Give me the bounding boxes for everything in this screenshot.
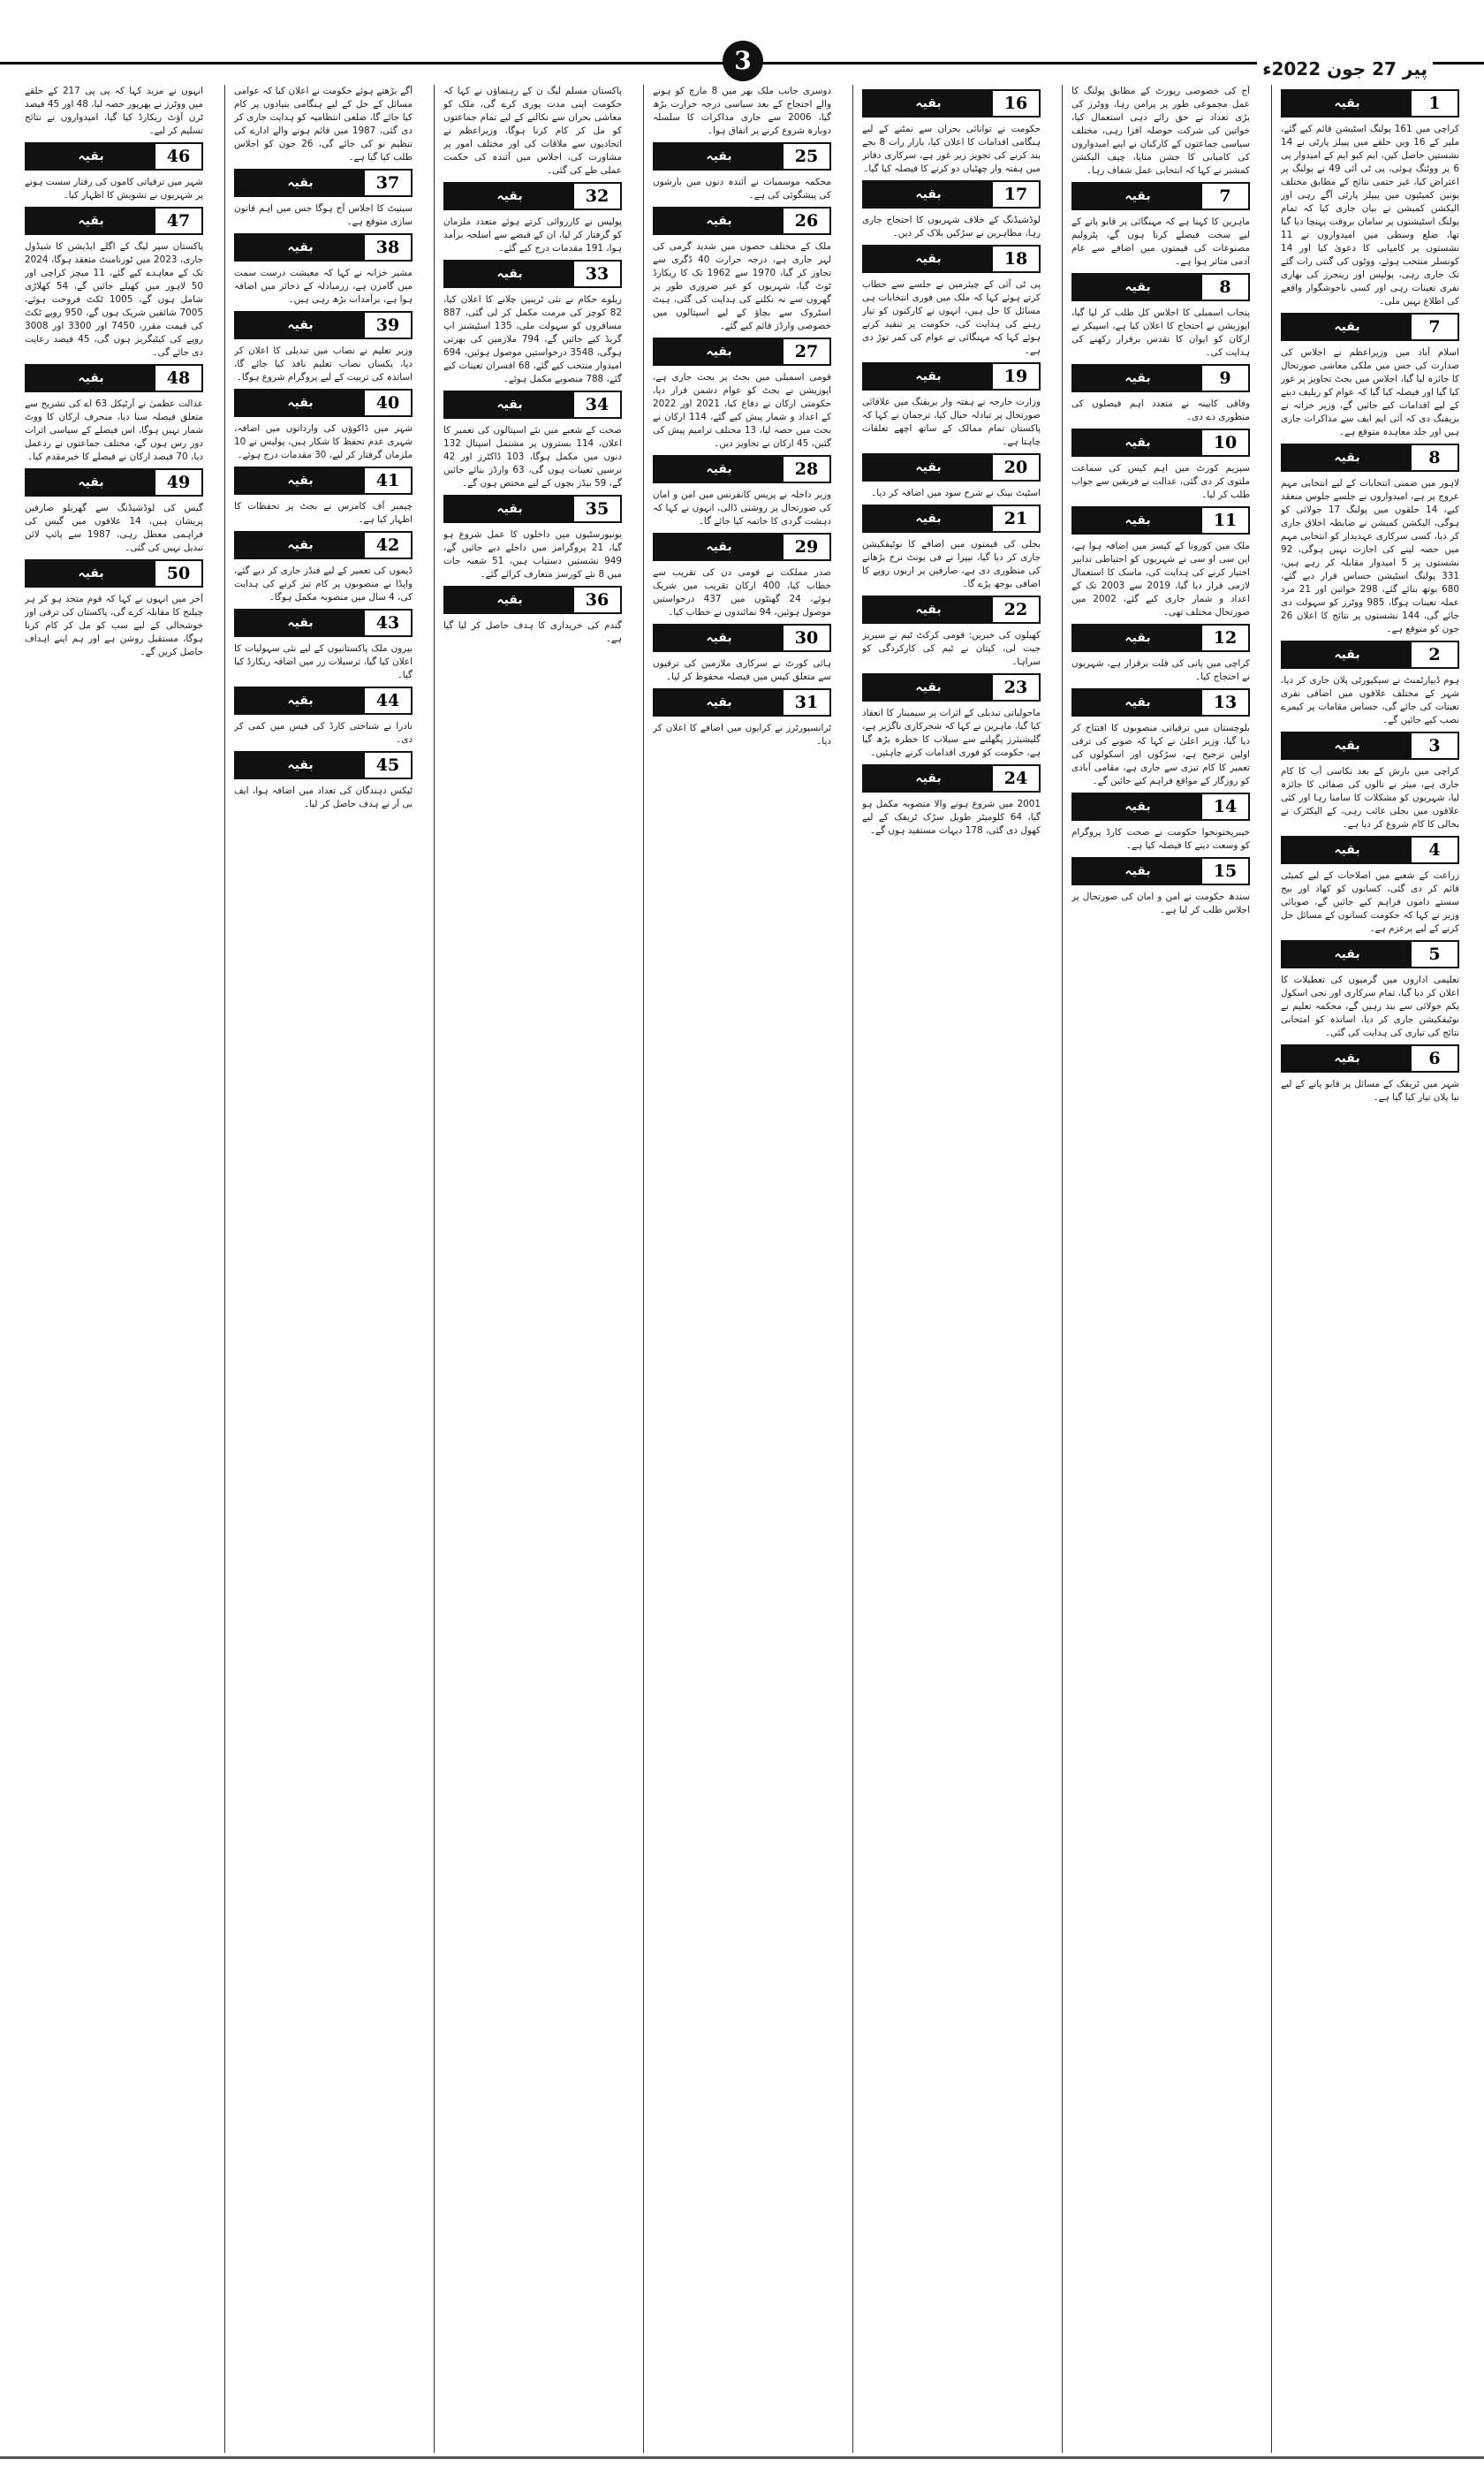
continuation-label: بقیہ (1283, 1046, 1412, 1071)
news-body: ہائی کورٹ نے سرکاری ملازمین کی ترقیوں سے متعلق کیس میں فیصلہ محفوظ کر لیا۔ (653, 658, 831, 682)
news-item (1281, 940, 1459, 1040)
news-item (1281, 89, 1459, 308)
continuation-label: بقیہ (1073, 859, 1202, 884)
news-item (234, 531, 413, 604)
news-body: صحت کے شعبے میں نئے اسپتالوں کی تعمیر کا اعلان، 114 بستروں پر مشتمل اسپتال 132 دنوں میں مکمل ہوگا، 103 ڈاکٹرز اور 42 نرسیں تعینات ہوں گی، 63 وارڈز بنائے جائیں گے، 59 بیڈز بچوں کے لیے مختص ہوں گے۔ (443, 425, 622, 489)
news-item (234, 467, 413, 527)
news-body: قومی اسمبلی میں بجٹ پر بحث جاری ہے، اپوزیشن نے بجٹ کو عوام دشمن قرار دیا، حکومتی ارکان نے دفاع کیا، 2021 اور 2022 کے اعداد و شمار پیش کیے گئے، 114 ارکان نے بحث میں حصہ لیا، 13 مختلف ترامیم پیش کی گئیں، 45 ارکان نے تجاویز دیں۔ (653, 372, 831, 449)
continuation-label: بقیہ (655, 457, 784, 482)
news-body: پی ٹی آئی کے چیئرمین نے جلسے سے خطاب کرتے ہوئے کہا کہ ملک میں فوری انتخابات ہی مسائل کا حل ہیں، انہوں نے کارکنوں کو تیار رہنے کی ہدایت کی، حکومت پر تنقید کرتے ہوئے کہا کہ مہنگائی نے عوام کی کمر توڑ دی ہے۔ (862, 279, 1041, 356)
news-body: کراچی میں بارش کے بعد نکاسی آب کا کام جاری ہے، میئر نے نالوں کی صفائی کا جائزہ لیا، شہریوں کو مشکلات کا سامنا رہا اور کئی علاقوں میں بجلی غائب رہی، کے الیکٹرک نے بحالی کا کام شروع کر دیا ہے۔ (1281, 766, 1459, 830)
column-divider (224, 85, 225, 2453)
continuation-label: بقیہ (1073, 626, 1202, 650)
continuation-label: بقیہ (26, 366, 155, 391)
continuation-label: بقیہ (236, 391, 365, 415)
continuation-label: بقیہ (26, 209, 155, 233)
continuation-number: 12 (1202, 626, 1248, 650)
continuation-label: بقیہ (655, 690, 784, 715)
continuation-number: 31 (784, 690, 829, 715)
news-body: بجلی کی قیمتوں میں اضافے کا نوٹیفکیشن جاری کر دیا گیا، نیپرا نے فی یونٹ نرخ بڑھانے کی منظوری دی ہے، صارفین پر اربوں روپے کا اضافی بوجھ پڑے گا۔ (862, 539, 1041, 589)
continuation-header (862, 673, 1041, 702)
continuation-label: بقیہ (236, 753, 365, 778)
news-body: ماحولیاتی تبدیلی کے اثرات پر سیمینار کا انعقاد کیا گیا، ماہرین نے کہا کہ شجرکاری ناگزیر ہے، گلیشیئرز پگھلنے سے سیلاب کا خطرہ بڑھ گیا ہے، حکومت کو فوری اقدامات کرنے چاہئیں۔ (862, 708, 1041, 758)
continuation-label: بقیہ (1073, 430, 1202, 455)
news-body: حکومت نے توانائی بحران سے نمٹنے کے لیے ہنگامی اقدامات کا اعلان کیا، بازار رات 8 بجے بند کرنے کی تجویز زیر غور ہے، سرکاری دفاتر میں ہفتہ وار چھٹیاں دو کرنے کا فیصلہ کیا گیا۔ (862, 124, 1041, 174)
continuation-label: بقیہ (655, 339, 784, 364)
continuation-label: بقیہ (864, 675, 993, 700)
continuation-label: بقیہ (1073, 690, 1202, 715)
news-body: وفاقی کابینہ نے متعدد اہم فیصلوں کی منظوری دے دی۔ (1071, 398, 1250, 422)
continuation-number: 26 (784, 209, 829, 233)
continuation-number: 40 (365, 391, 411, 415)
news-item (653, 624, 831, 684)
continuation-number: 45 (365, 753, 411, 778)
news-item (1071, 182, 1250, 269)
news-body: آخر میں انہوں نے کہا کہ قوم متحد ہو کر ہر چیلنج کا مقابلہ کرے گی، پاکستان کی ترقی اور خوشحالی کے لیے سب کو مل کر کام کرنا ہوگا، مستقبل روشن ہے اور ہم اپنے اہداف حاصل کریں گے۔ (25, 594, 203, 657)
continuation-number: 27 (784, 339, 829, 364)
continuation-number: 23 (993, 675, 1039, 700)
continuation-header (234, 233, 413, 262)
continuation-header (1281, 836, 1459, 864)
continuation-header (1281, 940, 1459, 968)
news-item (25, 559, 203, 659)
news-body: ہوم ڈیپارٹمنٹ نے سیکیورٹی پلان جاری کر دیا، شہر کے مختلف علاقوں میں اضافی نفری تعینات کی جائے گی، حساس مقامات پر کیمرے نصب کیے جائیں گے۔ (1281, 675, 1459, 725)
news-item (1281, 732, 1459, 831)
continuation-label: بقیہ (1283, 91, 1412, 116)
news-body: وزیر تعلیم نے نصاب میں تبدیلی کا اعلان کر دیا، یکساں نصاب تعلیم نافذ کیا جائے گا، اساتذہ کی تربیت کے لیے پروگرام شروع ہوگا۔ (234, 345, 413, 383)
continuation-number: 24 (993, 766, 1039, 791)
continuation-number: 16 (993, 91, 1039, 116)
news-body: تعلیمی اداروں میں گرمیوں کی تعطیلات کا اعلان کر دیا گیا، تمام سرکاری اور نجی اسکول یکم جولائی سے بند رہیں گے، محکمہ تعلیم نے نوٹیفکیشن جاری کر دیا، اساتذہ کو امتحانی نتائج کی تیاری کی ہدایت کی گئی۔ (1281, 975, 1459, 1038)
continuation-number: 4 (1412, 838, 1458, 862)
news-item (25, 468, 203, 555)
continuation-header (653, 688, 831, 717)
continuation-number: 43 (365, 611, 411, 635)
continuation-label: بقیہ (445, 262, 574, 286)
news-item (1281, 641, 1459, 727)
continuation-header (25, 468, 203, 497)
news-body: ٹیکس دہندگان کی تعداد میں اضافہ ہوا، ایف بی آر نے ہدف حاصل کر لیا۔ (234, 785, 413, 809)
continuation-number: 3 (1412, 733, 1458, 758)
continuation-header (234, 467, 413, 495)
continuation-label: بقیہ (1073, 184, 1202, 209)
continuation-header (1281, 732, 1459, 760)
continuation-number: 32 (574, 184, 620, 209)
news-item (862, 245, 1041, 358)
news-item (443, 85, 622, 178)
news-body: نادرا نے شناختی کارڈ کی فیس میں کمی کر دی۔ (234, 721, 413, 745)
continuation-label: بقیہ (1073, 508, 1202, 533)
continuation-header (234, 389, 413, 417)
continuation-header (862, 596, 1041, 624)
continuation-number: 19 (993, 364, 1039, 389)
continuation-label: بقیہ (1283, 315, 1412, 339)
continuation-header (862, 180, 1041, 209)
news-body: پولیس نے کارروائی کرتے ہوئے متعدد ملزمان کو گرفتار کر لیا، ان کے قبضے سے اسلحہ برآمد ہوا، 191 مقدمات درج کیے گئے۔ (443, 216, 622, 254)
news-body: شہر میں ٹریفک کے مسائل پر قابو پانے کے لیے نیا پلان تیار کیا گیا ہے۔ (1281, 1079, 1459, 1103)
continuation-label: بقیہ (445, 392, 574, 417)
continuation-label: بقیہ (655, 144, 784, 169)
news-item (653, 338, 831, 451)
continuation-header (653, 455, 831, 483)
news-body: ڈیموں کی تعمیر کے لیے فنڈز جاری کر دیے گئے، واپڈا نے منصوبوں پر کام تیز کرنے کی ہدایت کی، 4 سال میں منصوبہ مکمل ہوگا۔ (234, 565, 413, 603)
continuation-header (25, 559, 203, 588)
continuation-number: 7 (1202, 184, 1248, 209)
continuation-label: بقیہ (864, 91, 993, 116)
continuation-header (1071, 273, 1250, 301)
continuation-header (234, 751, 413, 779)
continuation-label: بقیہ (26, 470, 155, 495)
news-item (1281, 444, 1459, 636)
continuation-header (862, 245, 1041, 273)
news-item (862, 453, 1041, 500)
continuation-label: بقیہ (445, 588, 574, 612)
continuation-number: 1 (1412, 91, 1458, 116)
continuation-label: بقیہ (1073, 794, 1202, 819)
footer-rule (0, 2456, 1484, 2459)
news-item (653, 142, 831, 202)
news-column (1071, 85, 1250, 2453)
news-body: دوسری جانب ملک بھر میں 8 مارچ کو ہونے والے احتجاج کے بعد سیاسی درجہ حرارت بڑھ گیا، 2006 سے جاری مذاکرات کا سلسلہ دوبارہ شروع کرنے پر اتفاق ہوا۔ (653, 86, 831, 136)
news-item (443, 586, 622, 646)
news-body: سندھ حکومت نے امن و امان کی صورتحال پر اجلاس طلب کر لیا ہے۔ (1071, 892, 1250, 915)
continuation-header (443, 495, 622, 523)
continuation-label: بقیہ (864, 766, 993, 791)
continuation-label: بقیہ (26, 144, 155, 169)
continuation-label: بقیہ (655, 626, 784, 650)
continuation-number: 38 (365, 235, 411, 260)
news-body: ماہرین کا کہنا ہے کہ مہنگائی پر قابو پانے کے لیے سخت فیصلے کرنا ہوں گے، پٹرولیم مصنوعات کی قیمتوں میں اضافے سے عام آدمی متاثر ہوا ہے۔ (1071, 216, 1250, 267)
news-column (862, 85, 1041, 2453)
continuation-number: 47 (155, 209, 201, 233)
continuation-header (653, 142, 831, 171)
continuation-label: بقیہ (236, 611, 365, 635)
continuation-label: بقیہ (655, 209, 784, 233)
news-item (1071, 688, 1250, 788)
news-item (862, 764, 1041, 838)
news-body: مشیر خزانہ نے کہا کہ معیشت درست سمت میں گامزن ہے، زرمبادلہ کے ذخائر میں اضافہ ہوا ہے، برآمدات بڑھ رہی ہیں۔ (234, 268, 413, 305)
continuation-number: 14 (1202, 794, 1248, 819)
news-item (653, 85, 831, 138)
news-body: گیس کی لوڈشیڈنگ سے گھریلو صارفین پریشان ہیں، 14 علاقوں میں گیس کی فراہمی معطل رہی، 1987 سے پائپ لائن تبدیل نہیں کی گئی۔ (25, 503, 203, 553)
news-body: 2001 میں شروع ہونے والا منصوبہ مکمل ہو گیا، 64 کلومیٹر طویل سڑک ٹریفک کے لیے کھول دی گئی، 178 دیہات مستفید ہوں گے۔ (862, 799, 1041, 836)
news-item (862, 180, 1041, 240)
continuation-header (1281, 444, 1459, 472)
news-body: آج کی خصوصی رپورٹ کے مطابق پولنگ کا عمل مجموعی طور پر پرامن رہا، ووٹرز کی بڑی تعداد نے حق رائے دہی استعمال کیا، خواتین کی شرکت حوصلہ افزا رہی، مختلف سیاسی جماعتوں کے کارکنان نے اپنے امیدواروں کی کامیابی کا جشن منایا، چیف الیکشن کمشنر نے کہا کہ انتخابی عمل شفاف رہا۔ (1071, 86, 1250, 176)
continuation-number: 35 (574, 497, 620, 521)
continuation-header (234, 687, 413, 715)
news-body: شہر میں ڈاکوؤں کی وارداتوں میں اضافہ، شہری عدم تحفظ کا شکار ہیں، پولیس نے 10 ملزمان گرفتار کر لیے، 30 مقدمات درج ہوئے۔ (234, 423, 413, 460)
news-body: پاکستان مسلم لیگ ن کے رہنماؤں نے کہا کہ حکومت اپنی مدت پوری کرے گی، ملک کو معاشی بحران سے نکالنے کے لیے تمام جماعتوں کو مل کر کام کرنا ہوگا، وزیراعظم نے اتحادیوں سے ملاقات کی اور مختلف امور پر مشاورت کی، اجلاس میں آئندہ کی حکمت عملی طے کی گئی۔ (443, 86, 622, 176)
continuation-header (862, 764, 1041, 793)
news-body: وزیر داخلہ نے پریس کانفرنس میں امن و امان کی صورتحال پر روشنی ڈالی، انہوں نے کہا کہ دہشت گردی کا خاتمہ کیا جائے گا۔ (653, 489, 831, 527)
continuation-number: 9 (1202, 366, 1248, 391)
continuation-header (1281, 313, 1459, 341)
news-item (25, 85, 203, 138)
continuation-number: 30 (784, 626, 829, 650)
continuation-number: 41 (365, 468, 411, 493)
news-body: ٹرانسپورٹرز نے کرایوں میں اضافے کا اعلان کر دیا۔ (653, 723, 831, 747)
column-divider (434, 85, 435, 2453)
column-divider (852, 85, 853, 2453)
continuation-number: 50 (155, 561, 201, 586)
continuation-number: 29 (784, 535, 829, 559)
continuation-number: 44 (365, 688, 411, 713)
news-item (862, 596, 1041, 669)
continuation-number: 8 (1412, 445, 1458, 470)
continuation-number: 6 (1412, 1046, 1458, 1071)
news-item (653, 455, 831, 528)
page-date: پیر 27 جون 2022ء (1257, 58, 1433, 80)
news-body: شہر میں ترقیاتی کاموں کی رفتار سست ہونے پر شہریوں نے تشویش کا اظہار کیا۔ (25, 177, 203, 201)
continuation-number: 15 (1202, 859, 1248, 884)
column-divider (643, 85, 644, 2453)
news-body: ملک کے مختلف حصوں میں شدید گرمی کی لہر جاری ہے، درجہ حرارت 40 ڈگری سے تجاوز کر گیا، 1970 سے 1962 تک کا ریکارڈ ٹوٹ گیا، شہریوں کو غیر ضروری طور پر گھروں سے نہ نکلنے کی ہدایت کی گئی، ہیٹ اسٹروک سے بچاؤ کے لیے اسپتالوں میں خصوصی وارڈز قائم کیے گئے۔ (653, 241, 831, 331)
continuation-number: 49 (155, 470, 201, 495)
news-item (653, 533, 831, 619)
news-body: ریلوے حکام نے نئی ٹرینیں چلانے کا اعلان کیا، 82 کوچز کی مرمت مکمل کر لی گئی، 887 مسافروں کو سہولت ملی، 135 اسٹیشنز اپ گریڈ کیے جائیں گے، 794 ملازمین کی بھرتی ہوگی، 3548 درخواستیں موصول ہوئیں، 694 امیدوار منتخب کیے گئے، 68 افسران تعینات کیے گئے، 788 منصوبے مکمل ہوئے۔ (443, 294, 622, 384)
news-item (1071, 793, 1250, 853)
news-column (653, 85, 831, 2453)
continuation-number: 8 (1202, 275, 1248, 300)
news-item (234, 311, 413, 384)
continuation-header (653, 533, 831, 561)
continuation-header (234, 531, 413, 559)
continuation-label: بقیہ (1283, 733, 1412, 758)
continuation-header (653, 624, 831, 652)
continuation-label: بقیہ (1073, 366, 1202, 391)
news-item (234, 389, 413, 462)
continuation-number: 33 (574, 262, 620, 286)
continuation-header (443, 586, 622, 614)
continuation-label: بقیہ (864, 455, 993, 480)
news-item (1071, 857, 1250, 917)
continuation-label: بقیہ (864, 247, 993, 271)
continuation-number: 42 (365, 533, 411, 558)
news-item (25, 142, 203, 202)
continuation-header (1071, 429, 1250, 457)
news-body: لاہور میں ضمنی انتخابات کے لیے انتخابی مہم عروج پر ہے، امیدواروں نے جلسے جلوس منعقد کیے، 14 حلقوں میں پولنگ 17 جولائی کو ہوگی، الیکشن کمیشن نے ضابطہ اخلاق جاری کر دیا، کسی سرکاری عہدیدار کو انتخابی مہم میں حصہ لینے کی اجازت نہیں ہوگی، 92 نشستوں پر 5 امیدوار مقابلہ کر رہے ہیں، 331 پولنگ اسٹیشن حساس قرار دیے گئے، 680 بوتھ بنائے گئے، 298 خواتین اور 21 مرد عملہ تعینات ہوگا، 985 ووٹرز کو سہولت دی جائے گی، 144 نشستوں پر نتائج کا اعلان 26 جون کو متوقع ہے۔ (1281, 478, 1459, 634)
news-body: گندم کی خریداری کا ہدف حاصل کر لیا گیا ہے۔ (443, 620, 622, 644)
continuation-label: بقیہ (1073, 275, 1202, 300)
news-body: آگے بڑھتے ہوئے حکومت نے اعلان کیا کہ عوامی مسائل کے حل کے لیے ہنگامی بنیادوں پر کام کیا جائے گا، ضلعی انتظامیہ کو ہدایت جاری کر دی گئی، 1987 میں قائم ہونے والے ادارے کی تنظیم نو کی جائے گی، 26 جون کو اجلاس طلب کیا گیا ہے۔ (234, 86, 413, 163)
page-number-badge: 3 (723, 41, 763, 81)
news-body: لوڈشیڈنگ کے خلاف شہریوں کا احتجاج جاری رہا، مظاہرین نے سڑکیں بلاک کر دیں۔ (862, 215, 1041, 239)
news-body: زراعت کے شعبے میں اصلاحات کے لیے کمیٹی قائم کر دی گئی، کسانوں کو کھاد اور بیج سستے داموں فراہم کیے جائیں گے، صوبائی وزیر نے کہا کہ حکومت کسانوں کے مسائل حل کرنے کے لیے پرعزم ہے۔ (1281, 870, 1459, 934)
news-item (1071, 85, 1250, 178)
continuation-number: 46 (155, 144, 201, 169)
news-body: کراچی میں 161 پولنگ اسٹیشن قائم کیے گئے، ملیر کے 16 ویں حلقے میں پیپلز پارٹی نے 14 نشستیں حاصل کیں، ایم کیو ایم کے امیدوار پی 6 پر ووٹنگ ہوئی، پی ٹی آئی 49 نے پولنگ پر اعتراض کیا، غیر حتمی نتائج کے مطابق مختلف یونین کمیٹیوں میں پیپلز پارٹی آگے رہی اور الیکشن کمیشن نے بیان جاری کیا کہ تمام پولنگ اسٹیشنوں پر سامان بروقت پہنچا دیا گیا تھا، ضلع وسطی میں امیدواروں نے 11 نشستوں پر کامیابی کا دعویٰ کیا اور 14 کونسلر منتخب ہوئے، ووٹوں کی گنتی رات گئے تک جاری رہی، پولیس اور رینجرز کی بھاری نفری تعینات رہی اور کسی ناخوشگوار واقعے کی اطلاع نہیں ملی۔ (1281, 124, 1459, 307)
news-item (234, 751, 413, 811)
news-column (25, 85, 203, 2453)
news-column (443, 85, 622, 2453)
continuation-header (443, 260, 622, 288)
continuation-header (25, 364, 203, 392)
news-item (1071, 364, 1250, 424)
continuation-header (443, 391, 622, 419)
news-item (1281, 1044, 1459, 1104)
continuation-number: 5 (1412, 942, 1458, 967)
continuation-header (1071, 688, 1250, 717)
news-item (1071, 624, 1250, 684)
continuation-label: بقیہ (864, 364, 993, 389)
continuation-header (1071, 793, 1250, 821)
news-body: انہوں نے مزید کہا کہ پی پی 217 کے حلقے میں ووٹرز نے بھرپور حصہ لیا، 48 اور 45 فیصد ٹرن آؤٹ ریکارڈ کیا گیا، امیدواروں نے نتائج تسلیم کر لیے۔ (25, 86, 203, 136)
continuation-header (234, 609, 413, 637)
continuation-number: 13 (1202, 690, 1248, 715)
news-item (1281, 836, 1459, 936)
news-body: اسلام آباد میں وزیراعظم نے اجلاس کی صدارت کی جس میں ملکی معاشی صورتحال کا جائزہ لیا گیا، اجلاس میں بجٹ تجاویز پر غور کیا گیا اور فیصلہ کیا گیا کہ عوام کو ریلیف دینے کے لیے اقدامات کیے جائیں گے، وزیر خزانہ نے بریفنگ دی کہ آئی ایم ایف سے مذاکرات جاری ہیں اور جلد معاہدہ متوقع ہے۔ (1281, 347, 1459, 437)
news-body: اسٹیٹ بینک نے شرح سود میں اضافہ کر دیا۔ (871, 488, 1041, 498)
continuation-number: 28 (784, 457, 829, 482)
continuation-label: بقیہ (236, 313, 365, 338)
continuation-label: بقیہ (236, 533, 365, 558)
column-divider (1062, 85, 1063, 2453)
continuation-header (1071, 364, 1250, 392)
continuation-label: بقیہ (864, 182, 993, 207)
news-body: عدالت عظمیٰ نے آرٹیکل 63 اے کی تشریح سے متعلق فیصلہ سنا دیا، منحرف ارکان کا ووٹ شمار نہیں ہوگا، اس فیصلے کے سیاسی اثرات دور رس ہوں گے، مختلف جماعتوں نے ردعمل دیا، 70 فیصد ارکان نے فیصلے کا خیرمقدم کیا۔ (25, 398, 203, 462)
continuation-label: بقیہ (655, 535, 784, 559)
news-item (234, 687, 413, 747)
continuation-number: 37 (365, 171, 411, 195)
news-item (862, 673, 1041, 760)
continuation-number: 48 (155, 366, 201, 391)
continuation-header (234, 169, 413, 197)
news-item (1281, 313, 1459, 439)
continuation-number: 11 (1202, 508, 1248, 533)
continuation-label: بقیہ (864, 597, 993, 622)
news-item (1071, 506, 1250, 619)
continuation-label: بقیہ (1283, 942, 1412, 967)
news-item (443, 182, 622, 255)
news-body: بیرون ملک پاکستانیوں کے لیے نئی سہولیات کا اعلان کیا گیا، ترسیلات زر میں اضافہ ریکارڈ کیا گیا۔ (234, 643, 413, 680)
news-column (1281, 85, 1459, 2453)
news-item (862, 362, 1041, 449)
continuation-header (1071, 624, 1250, 652)
continuation-header (25, 142, 203, 171)
continuation-label: بقیہ (1283, 642, 1412, 667)
continuation-header (1071, 182, 1250, 210)
continuation-header (25, 207, 203, 235)
continuation-label: بقیہ (236, 688, 365, 713)
news-item (443, 495, 622, 581)
continuation-number: 34 (574, 392, 620, 417)
news-item (862, 89, 1041, 176)
news-body: محکمہ موسمیات نے آئندہ دنوں میں بارشوں کی پیشگوئی کی ہے۔ (653, 177, 831, 201)
news-body: پنجاب اسمبلی کا اجلاس کل طلب کر لیا گیا، اپوزیشن نے احتجاج کا اعلان کیا ہے، اسپیکر نے ارکان کو ایوان کا تقدس برقرار رکھنے کی ہدایت کی۔ (1071, 307, 1250, 358)
news-body: سینیٹ کا اجلاس آج ہوگا جس میں اہم قانون سازی متوقع ہے۔ (234, 203, 413, 227)
news-item (653, 207, 831, 333)
news-body: چیمبر آف کامرس نے بجٹ پر تحفظات کا اظہار کیا ہے۔ (234, 501, 413, 525)
news-body: ملک میں کورونا کے کیسز میں اضافہ ہوا ہے، این سی او سی نے شہریوں کو احتیاطی تدابیر اختیار کرنے کی ہدایت کی، ماسک کا استعمال لازمی قرار دیا گیا، 2019 سے 2003 تک کے اعداد و شمار جاری کیے گئے، 2002 میں صورتحال مختلف تھی۔ (1071, 541, 1250, 618)
news-item (1071, 429, 1250, 502)
continuation-header (862, 89, 1041, 118)
news-item (653, 688, 831, 748)
continuation-number: 20 (993, 455, 1039, 480)
news-body: خیبرپختونخوا حکومت نے صحت کارڈ پروگرام کو وسعت دینے کا فیصلہ کیا ہے۔ (1071, 827, 1250, 851)
news-item (234, 609, 413, 682)
continuation-header (653, 338, 831, 366)
continuation-number: 17 (993, 182, 1039, 207)
continuation-number: 21 (993, 506, 1039, 531)
continuation-label: بقیہ (864, 506, 993, 531)
news-item (25, 207, 203, 360)
news-body: کراچی میں پانی کی قلت برقرار ہے، شہریوں نے احتجاج کیا۔ (1071, 658, 1250, 682)
continuation-header (443, 182, 622, 210)
news-body: پاکستان سپر لیگ کے اگلے ایڈیشن کا شیڈول جاری، 2023 میں ٹورنامنٹ منعقد ہوگا، 2024 تک کے معاہدے کیے گئے، 11 میچز کراچی اور 50 لاہور میں کھیلے جائیں گے، 54 کھلاڑی شامل ہوں گے، 1005 ٹکٹ فروخت ہوئے، 7005 شائقین شریک ہوں گے، 950 روپے ٹکٹ کی قیمت مقرر، 7450 اور 3300 اور 3008 روپے کی کیٹیگریز ہوں گی، 45 فیصد رعایت دی جائے گی۔ (25, 241, 203, 358)
news-item (234, 85, 413, 164)
continuation-number: 36 (574, 588, 620, 612)
news-body: کھیلوں کی خبریں: قومی کرکٹ ٹیم نے سیریز جیت لی، کپتان نے ٹیم کی کارکردگی کو سراہا۔ (862, 630, 1041, 667)
continuation-header (862, 453, 1041, 482)
continuation-number: 7 (1412, 315, 1458, 339)
continuation-label: بقیہ (1283, 838, 1412, 862)
continuation-label: بقیہ (26, 561, 155, 586)
continuation-number: 39 (365, 313, 411, 338)
news-body: یونیورسٹیوں میں داخلوں کا عمل شروع ہو گیا، 21 پروگرامز میں داخلے دیے جائیں گے، 949 نشستیں دستیاب ہیں، 51 شعبہ جات میں 8 نئے کورسز متعارف کرائے گئے۔ (443, 529, 622, 580)
continuation-number: 2 (1412, 642, 1458, 667)
news-body: سپریم کورٹ میں اہم کیس کی سماعت ملتوی کر دی گئی، عدالت نے فریقین سے جواب طلب کر لیا۔ (1071, 463, 1250, 500)
news-item (443, 260, 622, 386)
news-item (234, 169, 413, 229)
news-item (25, 364, 203, 464)
continuation-header (1281, 641, 1459, 669)
news-item (234, 233, 413, 307)
news-body: بلوچستان میں ترقیاتی منصوبوں کا افتتاح کر دیا گیا، وزیر اعلیٰ نے کہا کہ صوبے کی ترقی اولین ترجیح ہے، سڑکوں اور اسکولوں کی تعمیر کا کام تیزی سے جاری ہے، مقامی آبادی کو روزگار کے مواقع فراہم کیے جائیں گے۔ (1071, 723, 1250, 786)
continuation-header (862, 362, 1041, 391)
news-item (1071, 273, 1250, 360)
news-item (862, 505, 1041, 591)
continuation-label: بقیہ (236, 171, 365, 195)
continuation-label: بقیہ (236, 235, 365, 260)
continuation-number: 10 (1202, 430, 1248, 455)
continuation-number: 25 (784, 144, 829, 169)
continuation-number: 18 (993, 247, 1039, 271)
continuation-number: 22 (993, 597, 1039, 622)
news-body: صدر مملکت نے قومی دن کی تقریب سے خطاب کیا، 400 ارکان تقریب میں شریک ہوئے، 24 گھنٹوں میں 437 درخواستیں موصول ہوئیں، 94 نمائندوں نے خطاب کیا۔ (653, 567, 831, 618)
continuation-header (234, 311, 413, 339)
continuation-header (1281, 1044, 1459, 1073)
continuation-label: بقیہ (1283, 445, 1412, 470)
column-divider (1271, 85, 1272, 2453)
continuation-label: بقیہ (445, 497, 574, 521)
continuation-header (1071, 506, 1250, 535)
news-body: وزارت خارجہ نے ہفتہ وار بریفنگ میں علاقائی صورتحال پر تبادلہ خیال کیا، ترجمان نے کہا کہ پاکستان تمام ممالک کے ساتھ اچھے تعلقات چاہتا ہے۔ (862, 397, 1041, 447)
continuation-header (1281, 89, 1459, 118)
news-item (443, 391, 622, 490)
news-column (234, 85, 413, 2453)
continuation-header (653, 207, 831, 235)
continuation-header (862, 505, 1041, 533)
continuation-label: بقیہ (236, 468, 365, 493)
continuation-label: بقیہ (445, 184, 574, 209)
continuation-header (1071, 857, 1250, 885)
